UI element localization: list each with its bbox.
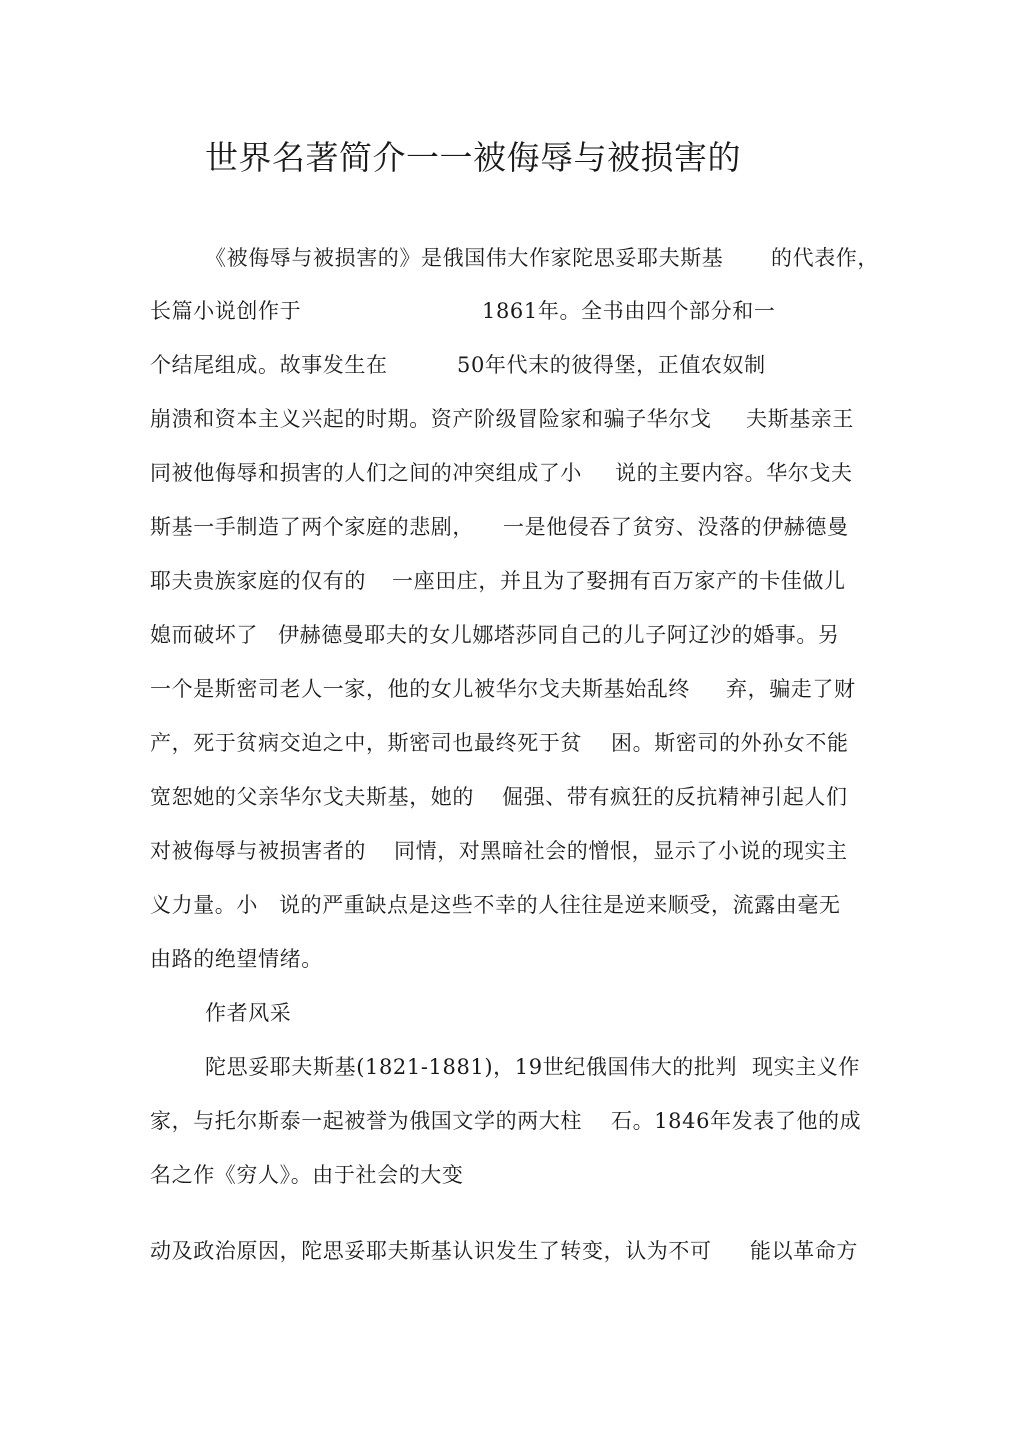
text-segment: 动及政治原因，陀思妥耶夫斯基认识发生了转变，认为不可 bbox=[150, 1239, 712, 1263]
text-segment: 义力量。小 bbox=[150, 893, 258, 917]
text-segment: 作者风采 bbox=[205, 1001, 292, 1025]
text-segment: 一座田庄，并且为了娶拥有百万家产的卡佳做儿 bbox=[392, 569, 846, 593]
text-segment: 一个是斯密司老人一家，他的女儿被华尔戈夫斯基始乱终 bbox=[150, 677, 690, 701]
text-segment: 伊赫德曼耶夫的女儿娜塔莎同自己的儿子阿辽沙的婚事。另 bbox=[278, 623, 840, 647]
text-segment: 的代表作， bbox=[771, 246, 879, 270]
text-segment: 宽恕她的父亲华尔戈夫斯基，她的 bbox=[150, 785, 474, 809]
text-segment: 产，死于贫病交迫之中，斯密司也最终死于贫 bbox=[150, 731, 582, 755]
text-segment: 说的严重缺点是这些不幸的人往往是逆来顺受，流露由毫无 bbox=[279, 893, 841, 917]
text-segment: 困。斯密司的外孙女不能 bbox=[611, 731, 849, 755]
page-title: 世界名著简介一一被侮辱与被损害的 bbox=[205, 138, 741, 177]
text-segment: 由路的绝望情绪。 bbox=[150, 947, 323, 971]
text-segment: 石。1846年发表了他的成 bbox=[611, 1109, 862, 1133]
text-segment: 倔强、带有疯狂的反抗精神引起人们 bbox=[502, 785, 848, 809]
text-segment: 陀思妥耶夫斯基(1821-1881)，19世纪俄国伟大的批判 bbox=[205, 1055, 738, 1079]
text-segment: 同被他侮辱和损害的人们之间的冲突组成了小 bbox=[150, 461, 582, 485]
text-segment: 个结尾组成。故事发生在 bbox=[150, 353, 388, 377]
text-segment: 1861年。全书由四个部分和一 bbox=[482, 299, 776, 323]
text-segment: 现实主义作 bbox=[752, 1055, 860, 1079]
text-segment: 名之作《穷人》。由于社会的大变 bbox=[150, 1163, 464, 1187]
text-segment: 斯基一手制造了两个家庭的悲剧， bbox=[150, 515, 474, 539]
text-segment: 媳而破坏了 bbox=[150, 623, 258, 647]
text-segment: 对被侮辱与被损害者的 bbox=[150, 839, 366, 863]
text-segment: 一是他侵吞了贫穷、没落的伊赫德曼 bbox=[503, 515, 849, 539]
text-segment: 崩溃和资本主义兴起的时期。资产阶级冒险家和骗子华尔戈 bbox=[150, 407, 712, 431]
text-segment: 家，与托尔斯泰一起被誉为俄国文学的两大柱 bbox=[150, 1109, 582, 1133]
text-segment: 能以革命方 bbox=[750, 1239, 858, 1263]
text-segment: 耶夫贵族家庭的仅有的 bbox=[150, 569, 366, 593]
text-segment: 《被侮辱与被损害的》是俄国伟大作家陀思妥耶夫斯基 bbox=[205, 246, 724, 270]
text-segment: 长篇小说创作于 bbox=[150, 299, 302, 323]
text-segment: 说的主要内容。华尔戈夫 bbox=[615, 461, 853, 485]
text-segment: 50年代末的彼得堡，正值农奴制 bbox=[457, 353, 766, 377]
text-segment: 夫斯基亲王 bbox=[746, 407, 854, 431]
text-segment: 弃，骗走了财 bbox=[726, 677, 856, 701]
text-segment: 同情，对黑暗社会的憎恨，显示了小说的现实主 bbox=[394, 839, 848, 863]
